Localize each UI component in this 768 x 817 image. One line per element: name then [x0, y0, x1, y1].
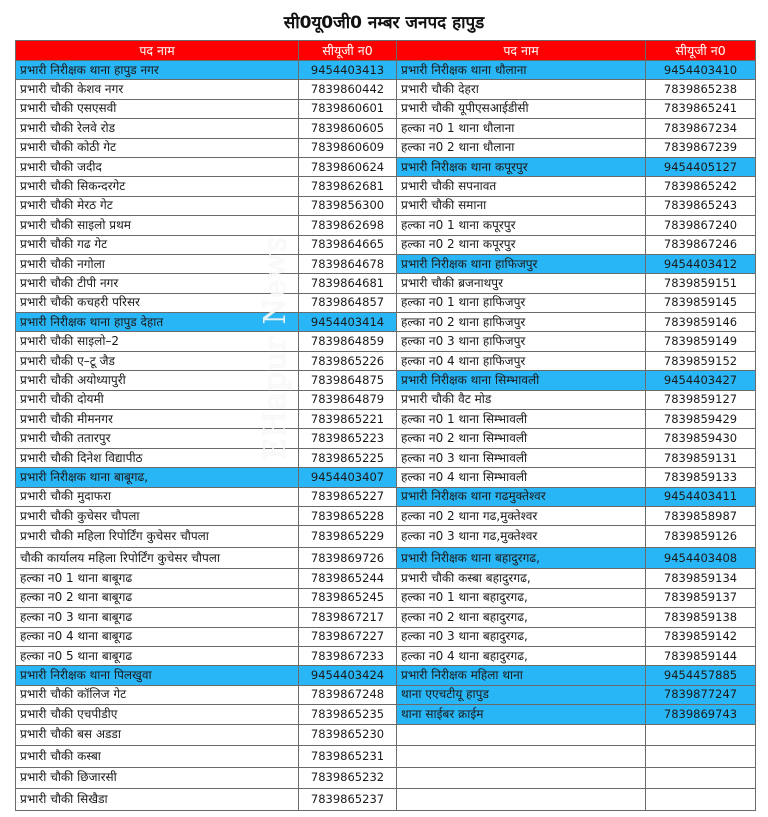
left-cug-number-cell: 7839864879 — [299, 390, 397, 409]
left-post-name-cell: प्रभारी चौकी कचहरी परिसर — [16, 293, 299, 312]
right-post-name-cell: हल्का न0 1 थाना सिम्भावली — [397, 410, 646, 429]
right-post-name-cell: हल्का न0 2 थाना हाफिजपुर — [397, 313, 646, 332]
left-post-name-cell: प्रभारी चौकी छिजारसी — [16, 767, 299, 789]
header-right-post-name: पद नाम — [397, 41, 646, 61]
left-cug-number-cell: 7839865227 — [299, 487, 397, 506]
left-post-name-cell: प्रभारी चौकी एसएसवी — [16, 99, 299, 118]
right-post-name-cell: हल्का न0 2 थाना गढ,मुक्तेश्वर — [397, 506, 646, 525]
left-cug-number-cell: 7839865237 — [299, 789, 397, 811]
right-post-name-cell: प्रभारी चौकी कस्बा बहादुरगढ, — [397, 569, 646, 588]
left-cug-number-cell: 7839865244 — [299, 569, 397, 588]
right-post-name-cell: प्रभारी निरीक्षक थाना हाफिजपुर — [397, 254, 646, 273]
left-post-name-cell: प्रभारी चौकी दिनेश विद्यापीठ — [16, 448, 299, 467]
right-post-name-cell: हल्का न0 4 थाना हाफिजपुर — [397, 351, 646, 370]
table-row — [16, 789, 756, 811]
table-row — [16, 448, 756, 467]
right-post-name-cell: हल्का न0 1 थाना हाफिजपुर — [397, 293, 646, 312]
right-post-name-cell: प्रभारी चौकी सपनावत — [397, 177, 646, 196]
left-cug-number-cell: 7839867233 — [299, 646, 397, 665]
left-cug-number-cell: 9454403413 — [299, 61, 397, 80]
right-post-name-cell: हल्का न0 3 थाना गढ,मुक्तेश्वर — [397, 526, 646, 548]
right-cug-number-cell: 7839867234 — [646, 119, 756, 138]
table-row — [16, 429, 756, 448]
left-cug-number-cell: 9454403414 — [299, 313, 397, 332]
right-cug-number-cell: 7839859137 — [646, 588, 756, 607]
right-cug-number-cell: 7839869743 — [646, 705, 756, 724]
right-cug-number-cell: 9454405127 — [646, 157, 756, 176]
table-row — [16, 293, 756, 312]
right-cug-number-cell: 7839859430 — [646, 429, 756, 448]
left-post-name-cell: प्रभारी चौकी नगोला — [16, 254, 299, 273]
right-post-name-cell — [397, 746, 646, 768]
right-post-name-cell — [397, 767, 646, 789]
left-cug-number-cell: 7839860605 — [299, 119, 397, 138]
right-post-name-cell: थाना साईबर क्राईम — [397, 705, 646, 724]
left-cug-number-cell: 9454403424 — [299, 666, 397, 685]
table-row — [16, 351, 756, 370]
right-cug-number-cell: 7839867239 — [646, 138, 756, 157]
left-post-name-cell: प्रभारी चौकी साइलो–2 — [16, 332, 299, 351]
left-cug-number-cell: 7839867217 — [299, 608, 397, 627]
left-cug-number-cell: 7839865229 — [299, 526, 397, 548]
right-post-name-cell — [397, 724, 646, 746]
header-right-cug-number: सीयूजी न0 — [646, 41, 756, 61]
left-cug-number-cell: 7839865231 — [299, 746, 397, 768]
table-row — [16, 646, 756, 665]
right-cug-number-cell: 7839859429 — [646, 410, 756, 429]
right-cug-number-cell: 7839859127 — [646, 390, 756, 409]
left-cug-number-cell: 7839867227 — [299, 627, 397, 646]
right-cug-number-cell: 9454403410 — [646, 61, 756, 80]
table-row — [16, 235, 756, 254]
right-cug-number-cell: 9454403408 — [646, 547, 756, 569]
right-cug-number-cell: 7839859149 — [646, 332, 756, 351]
table-row — [16, 274, 756, 293]
right-post-name-cell: प्रभारी चौकी देहरा — [397, 80, 646, 99]
right-cug-number-cell: 7839859146 — [646, 313, 756, 332]
left-cug-number-cell: 7839865226 — [299, 351, 397, 370]
left-post-name-cell: प्रभारी चौकी बस अडडा — [16, 724, 299, 746]
left-cug-number-cell: 7839862698 — [299, 216, 397, 235]
left-cug-number-cell: 7839864859 — [299, 332, 397, 351]
header-left-cug-number: सीयूजी न0 — [299, 41, 397, 61]
table-row — [16, 506, 756, 525]
table-row — [16, 547, 756, 569]
left-post-name-cell: प्रभारी चौकी मेरठ गेट — [16, 196, 299, 215]
left-cug-number-cell: 7839864875 — [299, 371, 397, 390]
left-post-name-cell: प्रभारी चौकी गढ गेट — [16, 235, 299, 254]
right-post-name-cell: प्रभारी चौकी ब्रजनाथपुर — [397, 274, 646, 293]
left-cug-number-cell: 7839860609 — [299, 138, 397, 157]
left-cug-number-cell: 7839856300 — [299, 196, 397, 215]
right-cug-number-cell: 7839859131 — [646, 448, 756, 467]
left-post-name-cell: प्रभारी चौकी दोयमी — [16, 390, 299, 409]
right-cug-number-cell: 7839858987 — [646, 506, 756, 525]
right-post-name-cell: प्रभारी निरीक्षक थाना सिम्भावली — [397, 371, 646, 390]
right-cug-number-cell — [646, 746, 756, 768]
right-post-name-cell: हल्का न0 3 थाना बहादुरगढ, — [397, 627, 646, 646]
table-row — [16, 666, 756, 685]
left-post-name-cell: प्रभारी निरीक्षक थाना हापुड देहात — [16, 313, 299, 332]
left-cug-number-cell: 7839864665 — [299, 235, 397, 254]
left-post-name-cell: प्रभारी चौकी केशव नगर — [16, 80, 299, 99]
right-post-name-cell: थाना एएचटीयू हापुड — [397, 685, 646, 704]
right-cug-number-cell — [646, 767, 756, 789]
table-row — [16, 254, 756, 273]
left-post-name-cell: प्रभारी चौकी कुचेसर चौपला — [16, 506, 299, 525]
right-cug-number-cell: 9454457885 — [646, 666, 756, 685]
right-cug-number-cell: 7839859144 — [646, 646, 756, 665]
left-post-name-cell: प्रभारी निरीक्षक थाना हापुड नगर — [16, 61, 299, 80]
table-row — [16, 157, 756, 176]
table-row — [16, 390, 756, 409]
left-post-name-cell: प्रभारी चौकी रेलवे रोड — [16, 119, 299, 138]
table-body — [16, 61, 756, 811]
right-post-name-cell: प्रभारी निरीक्षक थाना धौलाना — [397, 61, 646, 80]
left-post-name-cell: प्रभारी चौकी एचपीडीए — [16, 705, 299, 724]
left-post-name-cell: हल्का न0 4 थाना बाबूगढ — [16, 627, 299, 646]
left-cug-number-cell: 7839864678 — [299, 254, 397, 273]
left-post-name-cell: प्रभारी चौकी मीमनगर — [16, 410, 299, 429]
right-cug-number-cell: 9454403411 — [646, 487, 756, 506]
table-row — [16, 99, 756, 118]
table-row — [16, 80, 756, 99]
right-post-name-cell: प्रभारी निरीक्षक थाना कपूरपुर — [397, 157, 646, 176]
right-post-name-cell: प्रभारी निरीक्षक थाना गढमुक्तेश्वर — [397, 487, 646, 506]
table-row — [16, 177, 756, 196]
left-cug-number-cell: 7839865230 — [299, 724, 397, 746]
right-post-name-cell: प्रभारी चौकी यूपीएसआईडीसी — [397, 99, 646, 118]
right-post-name-cell: हल्का न0 3 थाना सिम्भावली — [397, 448, 646, 467]
table-row — [16, 119, 756, 138]
left-cug-number-cell: 7839860442 — [299, 80, 397, 99]
right-cug-number-cell: 7839877247 — [646, 685, 756, 704]
right-post-name-cell: हल्का न0 2 थाना धौलाना — [397, 138, 646, 157]
table-row — [16, 138, 756, 157]
page-title: सी0यू0जी0 नम्बर जनपद हापुड — [283, 13, 485, 33]
table-row — [16, 767, 756, 789]
left-post-name-cell: प्रभारी चौकी कोठी गेट — [16, 138, 299, 157]
left-cug-number-cell: 7839860624 — [299, 157, 397, 176]
right-post-name-cell: हल्का न0 4 थाना बहादुरगढ, — [397, 646, 646, 665]
table-row — [16, 705, 756, 724]
right-cug-number-cell: 7839859126 — [646, 526, 756, 548]
right-cug-number-cell: 7839865238 — [646, 80, 756, 99]
left-cug-number-cell: 7839864857 — [299, 293, 397, 312]
right-cug-number-cell: 7839867240 — [646, 216, 756, 235]
left-cug-number-cell: 7839860601 — [299, 99, 397, 118]
table-row — [16, 196, 756, 215]
right-cug-number-cell: 7839865241 — [646, 99, 756, 118]
left-post-name-cell: प्रभारी चौकी कस्बा — [16, 746, 299, 768]
right-post-name-cell: हल्का न0 2 थाना कपूरपुर — [397, 235, 646, 254]
right-cug-number-cell: 7839865243 — [646, 196, 756, 215]
right-cug-number-cell: 7839859133 — [646, 468, 756, 487]
right-cug-number-cell: 9454403427 — [646, 371, 756, 390]
table-row — [16, 608, 756, 627]
left-cug-number-cell: 7839865232 — [299, 767, 397, 789]
table-row — [16, 526, 756, 548]
left-cug-number-cell: 7839865223 — [299, 429, 397, 448]
right-cug-number-cell: 7839859138 — [646, 608, 756, 627]
left-post-name-cell: प्रभारी निरीक्षक थाना बाबूगढ, — [16, 468, 299, 487]
left-cug-number-cell: 7839865228 — [299, 506, 397, 525]
right-cug-number-cell: 7839859134 — [646, 569, 756, 588]
left-post-name-cell: प्रभारी चौकी मुदाफरा — [16, 487, 299, 506]
left-post-name-cell: प्रभारी निरीक्षक थाना पिलखुवा — [16, 666, 299, 685]
left-post-name-cell: हल्का न0 1 थाना बाबूगढ — [16, 569, 299, 588]
table-row — [16, 468, 756, 487]
left-cug-number-cell: 7839862681 — [299, 177, 397, 196]
right-post-name-cell: प्रभारी निरीक्षक थाना बहादुरगढ, — [397, 547, 646, 569]
left-cug-number-cell: 7839865235 — [299, 705, 397, 724]
right-post-name-cell: हल्का न0 2 थाना सिम्भावली — [397, 429, 646, 448]
right-cug-number-cell: 7839859145 — [646, 293, 756, 312]
left-post-name-cell: हल्का न0 3 थाना बाबूगढ — [16, 608, 299, 627]
left-post-name-cell: प्रभारी चौकी टीपी नगर — [16, 274, 299, 293]
right-cug-number-cell: 7839867246 — [646, 235, 756, 254]
right-cug-number-cell: 7839859151 — [646, 274, 756, 293]
right-post-name-cell — [397, 789, 646, 811]
table-row — [16, 569, 756, 588]
left-post-name-cell: प्रभारी चौकी अयोध्यापुरी — [16, 371, 299, 390]
right-post-name-cell: हल्का न0 1 थाना बहादुरगढ, — [397, 588, 646, 607]
left-post-name-cell: प्रभारी चौकी कॉलिज गेट — [16, 685, 299, 704]
right-cug-number-cell: 7839859152 — [646, 351, 756, 370]
table-row — [16, 627, 756, 646]
right-post-name-cell: प्रभारी निरीक्षक महिला थाना — [397, 666, 646, 685]
right-cug-number-cell — [646, 789, 756, 811]
left-cug-number-cell: 7839864681 — [299, 274, 397, 293]
table-row — [16, 61, 756, 80]
right-cug-number-cell: 9454403412 — [646, 254, 756, 273]
table-row — [16, 371, 756, 390]
left-post-name-cell: चौकी कार्यालय महिला रिपोर्टिंग कुचेसर चौपला — [16, 547, 299, 569]
header-left-post-name: पद नाम — [16, 41, 299, 61]
table-row — [16, 685, 756, 704]
table-row — [16, 487, 756, 506]
left-cug-number-cell: 7839865245 — [299, 588, 397, 607]
left-cug-number-cell: 7839865225 — [299, 448, 397, 467]
right-cug-number-cell: 7839859142 — [646, 627, 756, 646]
table-row — [16, 313, 756, 332]
left-cug-number-cell: 7839867248 — [299, 685, 397, 704]
right-post-name-cell: प्रभारी चौकी वैट मोड — [397, 390, 646, 409]
right-cug-number-cell — [646, 724, 756, 746]
right-post-name-cell: हल्का न0 2 थाना बहादुरगढ, — [397, 608, 646, 627]
cug-number-table — [15, 40, 756, 811]
left-post-name-cell: प्रभारी चौकी ए–टू जैड — [16, 351, 299, 370]
left-cug-number-cell: 7839865221 — [299, 410, 397, 429]
right-post-name-cell: हल्का न0 1 थाना कपूरपुर — [397, 216, 646, 235]
right-post-name-cell: प्रभारी चौकी समाना — [397, 196, 646, 215]
table-row — [16, 410, 756, 429]
left-cug-number-cell: 7839869726 — [299, 547, 397, 569]
left-post-name-cell: प्रभारी चौकी जदीद — [16, 157, 299, 176]
left-cug-number-cell: 9454403407 — [299, 468, 397, 487]
table-row — [16, 216, 756, 235]
left-post-name-cell: प्रभारी चौकी सिखैडा — [16, 789, 299, 811]
left-post-name-cell: प्रभारी चौकी ततारपुर — [16, 429, 299, 448]
right-cug-number-cell: 7839865242 — [646, 177, 756, 196]
left-post-name-cell: प्रभारी चौकी साइलो प्रथम — [16, 216, 299, 235]
table-row — [16, 588, 756, 607]
table-header-row — [16, 41, 756, 61]
left-post-name-cell: हल्का न0 5 थाना बाबूगढ — [16, 646, 299, 665]
table-row — [16, 724, 756, 746]
left-post-name-cell: हल्का न0 2 थाना बाबूगढ — [16, 588, 299, 607]
watermark-text: EHapur News — [258, 235, 293, 460]
right-post-name-cell: हल्का न0 1 थाना धौलाना — [397, 119, 646, 138]
table-row — [16, 332, 756, 351]
right-post-name-cell: हल्का न0 3 थाना हाफिजपुर — [397, 332, 646, 351]
left-post-name-cell: प्रभारी चौकी सिकन्दरगेट — [16, 177, 299, 196]
left-post-name-cell: प्रभारी चौकी महिला रिपोर्टिंग कुचेसर चौपला — [16, 526, 299, 548]
right-post-name-cell: हल्का न0 4 थाना सिम्भावली — [397, 468, 646, 487]
table-row — [16, 746, 756, 768]
